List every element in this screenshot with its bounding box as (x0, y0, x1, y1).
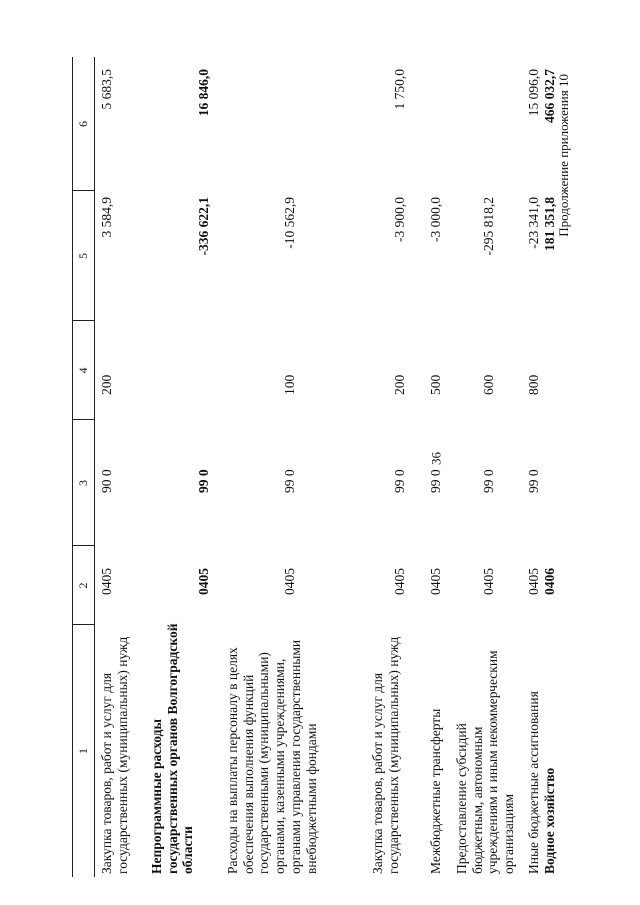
row-8-section: 0406 (542, 568, 557, 595)
row-8-change: 181 351,8 (542, 197, 557, 251)
header-divider (72, 419, 94, 420)
budget-table (72, 57, 582, 877)
row-3-change: -10 562,9 (282, 197, 297, 249)
row-2-code: 99 0 (196, 469, 211, 493)
row-3-code: 99 0 (282, 469, 297, 493)
header-col-6: 6 (76, 121, 90, 127)
row-3-section: 0405 (282, 568, 297, 595)
header-divider (72, 624, 94, 625)
row-4-total: 1 750,0 (392, 69, 407, 110)
table-header-border (94, 57, 95, 877)
row-5-code: 99 0 (428, 469, 443, 493)
row-2-total: 16 846,0 (196, 69, 211, 117)
row-7-total: 15 096,0 (526, 69, 541, 117)
header-col-5: 5 (76, 253, 90, 259)
row-6-type: 600 (481, 374, 496, 395)
header-col-3: 3 (76, 480, 90, 486)
header-col-1: 1 (76, 748, 90, 754)
row-1-type: 200 (99, 374, 114, 395)
row-2-section: 0405 (196, 568, 211, 595)
page-number: 36 (428, 452, 444, 465)
row-5-type: 500 (428, 374, 443, 395)
row-5-change: -3 000,0 (428, 197, 443, 242)
row-5-name: Межбюджетные трансферты (428, 708, 443, 874)
row-7-section: 0405 (526, 568, 541, 595)
row-8-total: 466 032,7 (542, 69, 557, 123)
row-4-type: 200 (392, 374, 407, 395)
row-2-name: Непрограммные расходы государственных органов Волгоградской области (149, 623, 196, 874)
header-divider (72, 320, 94, 321)
row-1-total: 5 683,5 (99, 69, 114, 110)
row-4-code: 99 0 (392, 469, 407, 493)
row-7-change: -23 341,0 (526, 197, 541, 249)
row-2-change: -336 622,1 (196, 197, 211, 256)
row-4-change: -3 900,0 (392, 197, 407, 242)
row-6-change: -295 818,2 (481, 197, 496, 256)
row-6-code: 99 0 (481, 469, 496, 493)
row-4-section: 0405 (392, 568, 407, 595)
row-1-name: Закупка товаров, работ и услуг для государственных (муниципальных) нужд (99, 636, 130, 874)
row-7-code: 99 0 (526, 469, 541, 493)
row-3-name: Расходы на выплаты персоналу в целях обеспечения выполнения функций государственными (муниципальными) органами, казенными учреждениями, органами управления государственными внебюджетными фондами (225, 639, 319, 874)
row-8-name: Водное хозяйство (542, 767, 557, 874)
row-5-section: 0405 (428, 568, 443, 595)
row-6-section: 0405 (481, 568, 496, 595)
header-divider (72, 190, 94, 191)
row-6-name: Предоставление субсидий бюджетным, автономным учреждениям и иным некоммерческим организациям (454, 650, 517, 874)
header-col-4: 4 (76, 367, 90, 374)
appendix-title: Продолжение приложения 10 (556, 74, 571, 237)
row-3-type: 100 (282, 374, 297, 395)
row-1-section: 0405 (99, 568, 114, 595)
header-col-2: 2 (76, 582, 90, 589)
row-7-type: 800 (526, 374, 541, 395)
row-1-change: 3 584,9 (99, 197, 114, 238)
header-divider (72, 545, 94, 546)
row-4-name: Закупка товаров, работ и услуг для государственных (муниципальных) нужд (370, 636, 401, 874)
row-7-name: Иные бюджетные ассигнования (526, 691, 541, 874)
table-header-row (72, 57, 94, 877)
row-1-code: 90 0 (99, 469, 114, 493)
